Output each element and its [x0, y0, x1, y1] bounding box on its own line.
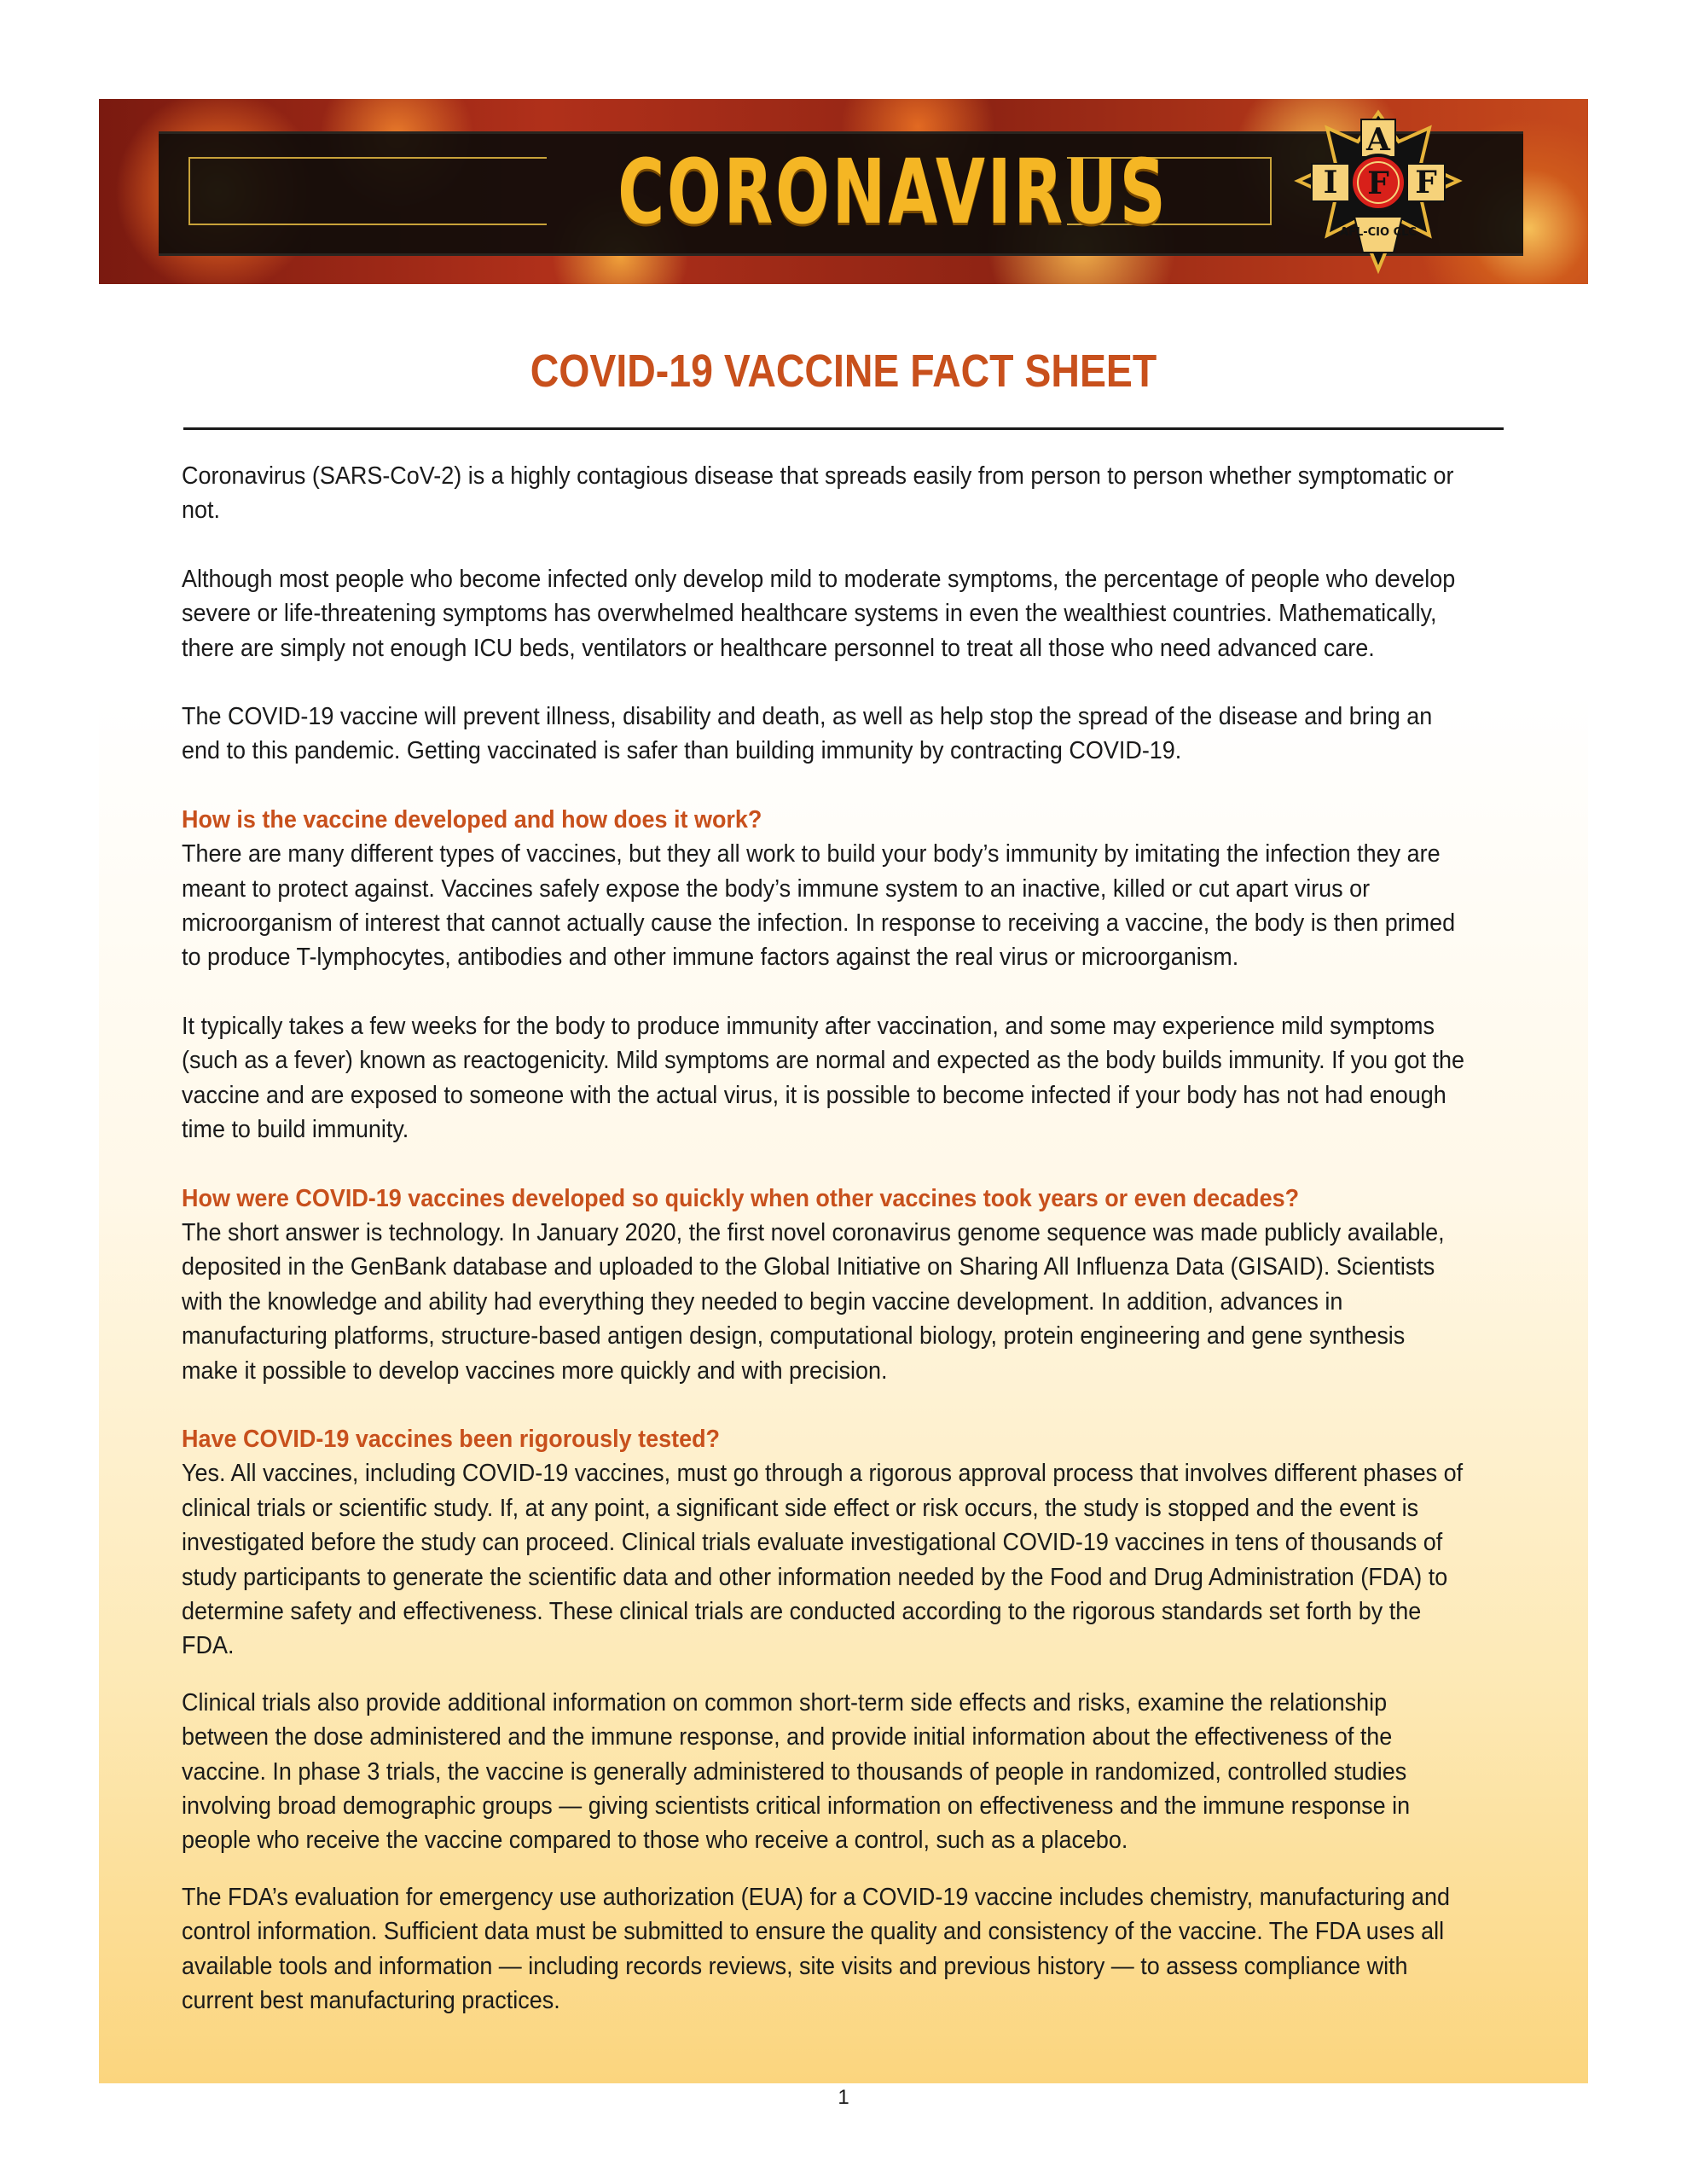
- logo-letter-left: I: [1323, 165, 1338, 200]
- section-paragraph: The FDA’s evaluation for emergency use authorization (EUA) for a COVID-19 vaccine includes chemistry, manufacturing and control information. Sufficient data must be submitted to ensure the quality and consistency of the vaccine. The FDA uses all available tools and information — including records reviews, site visits and previous history — to assess compliance with current best manufacturing practices.: [182, 1883, 1451, 2015]
- intro-paragraph: Although most people who become infected only develop mild to moderate symptoms, the percentage of people who develop severe or life-threatening symptoms has overwhelmed healthcare systems in even the wealthiest countries. Mathematically, there are simply not enough ICU beds, ventilators or healthcare personnel to treat all those who need advanced care.: [182, 565, 1456, 662]
- logo-ring-text: AFL-CIO CLC: [1340, 226, 1417, 239]
- section-paragraph: Clinical trials also provide additional information on common short-term side effects and risks, examine the relationship between the dose administered and the immune response, and provide initial information about the effectiveness of the vaccine. In phase 3 trials, the vaccine is generally administered to thousands of people in randomized, controlled studies involving broad demographic groups — giving scientists critical information on effectiveness and the immune response in people who receive the vaccine compared to those who receive a control, such as a placebo.: [182, 1688, 1411, 1855]
- section-heading-rigorous-testing: Have COVID-19 vaccines been rigorously tested?: [182, 1425, 721, 1453]
- logo-letter-center: F: [1367, 166, 1389, 201]
- logo-letter-top: A: [1366, 122, 1390, 158]
- section-heading-development-speed: How were COVID-19 vaccines developed so quickly when other vaccines took years or even decades?: [182, 1184, 1300, 1212]
- coronavirus-banner: [99, 99, 1588, 284]
- section-paragraph: The short answer is technology. In January 2020, the first novel coronavirus genome sequence was made publicly available, deposited in the GenBank database and uploaded to the Global Initiative on Sharing All Influenza Data (GISAID). Scientists with the knowledge and ability had everything they needed to begin vaccine development. In addition, advances in manufacturing platforms, structure-based antigen design, computational biology, protein engineering and gene synthesis make it possible to develop vaccines more quickly and with precision.: [182, 1218, 1445, 1385]
- section-paragraph: It typically takes a few weeks for the body to produce immunity after vaccination, and some may experience mild symptoms (such as a fever) known as reactogenicity. Mild symptoms are normal and expected as the body builds immunity. If you got the vaccine and are exposed to someone with the actual virus, it is possible to become infected if your body has not had enough time to build immunity.: [182, 1012, 1465, 1144]
- section-heading-vaccine-development: How is the vaccine developed and how does it work?: [182, 805, 762, 834]
- document-body: [182, 459, 1467, 2052]
- section-paragraph: There are many different types of vaccines, but they all work to build your body’s immunity by imitating the infection they are meant to protect against. Vaccines safely expose the body’s immune system to an inactive, killed or cut apart virus or microorganism of interest that cannot actually cause the infection. In response to receiving a vaccine, the body is then primed to produce T-lymphocytes, antibodies and other immune factors against the real virus or microorganism.: [182, 840, 1456, 972]
- intro-paragraph: The COVID-19 vaccine will prevent illness, disability and death, as well as help stop the spread of the disease and bring an end to this pandemic. Getting vaccinated is safer than building immunity by contracting COVID-19.: [182, 703, 1433, 765]
- intro-paragraph: Coronavirus (SARS-CoV-2) is a highly contagious disease that spreads easily from person to person whether symptomatic or not.: [182, 462, 1454, 525]
- banner-frame-left: [188, 157, 547, 225]
- section-paragraph: Yes. All vaccines, including COVID-19 vaccines, must go through a rigorous approval process that involves different phases of clinical trials or scientific study. If, at any point, a significant side effect or risk occurs, the study is stopped and the event is investigated before the study can proceed. Clinical trials evaluate investigational COVID-19 vaccines in tens of thousands of study participants to generate the scientific data and other information needed by the Food and Drug Administration (FDA) to determine safety and effectiveness. These clinical trials are conducted according to the rigorous standards set forth by the FDA.: [182, 1460, 1464, 1660]
- document-title: COVID-19 VACCINE FACT SHEET: [530, 346, 1157, 397]
- logo-letter-right: F: [1415, 165, 1437, 200]
- page-number: 1: [838, 2086, 849, 2109]
- banner-title: CORONAVIRUS: [617, 140, 1168, 244]
- title-divider: [183, 427, 1504, 430]
- iaff-logo: [1293, 107, 1464, 275]
